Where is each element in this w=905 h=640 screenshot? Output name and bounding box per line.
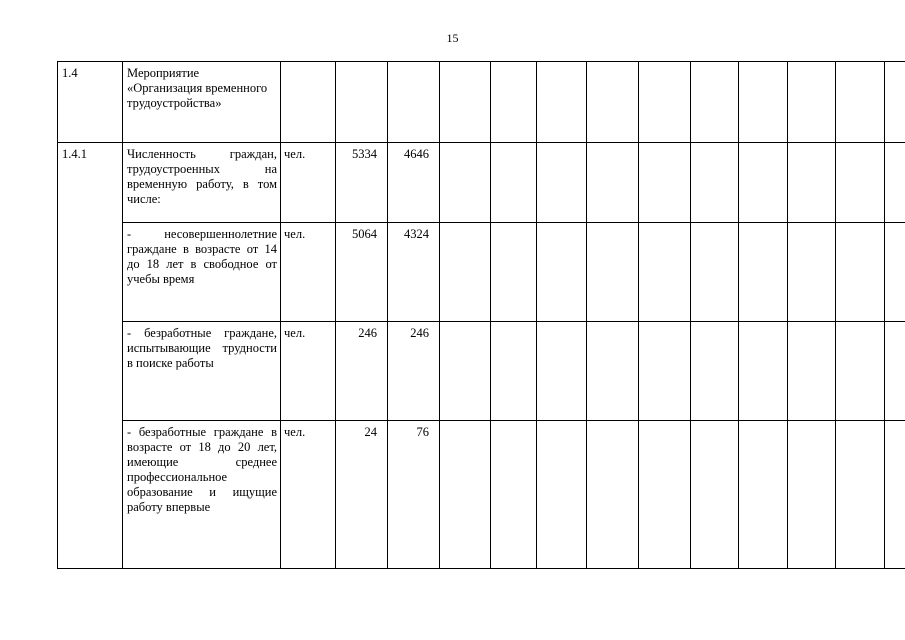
page-number: 15 (446, 31, 459, 45)
empty-cell (537, 143, 587, 223)
empty-cell (691, 62, 739, 143)
empty-cell (885, 143, 905, 223)
empty-cell (491, 223, 537, 322)
empty-cell (537, 322, 587, 421)
empty-cell (885, 421, 905, 569)
empty-cell (836, 223, 885, 322)
empty-cell (691, 223, 739, 322)
empty-cell (836, 143, 885, 223)
empty-cell (691, 322, 739, 421)
table-row (58, 322, 905, 421)
table-row (58, 421, 905, 569)
row-value-1: 24 (336, 421, 388, 569)
empty-cell (491, 421, 537, 569)
row-value-1: 5334 (336, 143, 388, 223)
table-row (58, 62, 905, 143)
row-value-2: 4324 (388, 223, 440, 322)
empty-cell (739, 223, 788, 322)
row-unit: чел. (281, 223, 336, 322)
empty-cell (788, 421, 836, 569)
empty-cell (587, 143, 639, 223)
empty-cell (537, 223, 587, 322)
empty-cell (587, 223, 639, 322)
empty-cell (587, 62, 639, 143)
empty-cell (440, 62, 491, 143)
row-unit: чел. (281, 421, 336, 569)
row-unit: чел. (281, 322, 336, 421)
table-row (58, 223, 905, 322)
row-name: Мероприятие «Организация временного трудоустройства» (123, 62, 281, 143)
row-unit (281, 62, 336, 143)
indicators-table (57, 61, 905, 569)
empty-cell (440, 421, 491, 569)
row-name: Численность граждан, трудоустроенных на временную работу, в том числе: (123, 143, 281, 223)
empty-cell (788, 322, 836, 421)
empty-cell (788, 62, 836, 143)
empty-cell (639, 322, 691, 421)
empty-cell (537, 62, 587, 143)
row-value-1: 5064 (336, 223, 388, 322)
row-value-2: 76 (388, 421, 440, 569)
row-name: - безработные граждане, испытывающие трудности в поиске работы (123, 322, 281, 421)
empty-cell (885, 322, 905, 421)
empty-cell (788, 223, 836, 322)
empty-cell (491, 143, 537, 223)
empty-cell (491, 322, 537, 421)
empty-cell (836, 62, 885, 143)
empty-cell (885, 62, 905, 143)
empty-cell (739, 62, 788, 143)
row-value-2: 246 (388, 322, 440, 421)
row-value-1: 246 (336, 322, 388, 421)
row-value-1 (336, 62, 388, 143)
empty-cell (836, 421, 885, 569)
row-code: 1.4.1 (58, 143, 123, 569)
row-unit: чел. (281, 143, 336, 223)
empty-cell (836, 322, 885, 421)
row-name: - несовершеннолетние граждане в возрасте от 14 до 18 лет в свободное от учебы время (123, 223, 281, 322)
empty-cell (885, 223, 905, 322)
empty-cell (691, 143, 739, 223)
empty-cell (587, 421, 639, 569)
empty-cell (440, 322, 491, 421)
row-code: 1.4 (58, 62, 123, 143)
empty-cell (491, 62, 537, 143)
empty-cell (639, 223, 691, 322)
table-row (58, 143, 905, 223)
empty-cell (639, 143, 691, 223)
empty-cell (440, 223, 491, 322)
row-name: - безработные граждане в возрасте от 18 до 20 лет, имеющие среднее профессиональное образование и ищущие работу впервые (123, 421, 281, 569)
empty-cell (587, 322, 639, 421)
empty-cell (739, 322, 788, 421)
empty-cell (639, 421, 691, 569)
empty-cell (440, 143, 491, 223)
empty-cell (691, 421, 739, 569)
empty-cell (739, 143, 788, 223)
empty-cell (639, 62, 691, 143)
row-value-2: 4646 (388, 143, 440, 223)
empty-cell (537, 421, 587, 569)
row-value-2 (388, 62, 440, 143)
empty-cell (739, 421, 788, 569)
empty-cell (788, 143, 836, 223)
